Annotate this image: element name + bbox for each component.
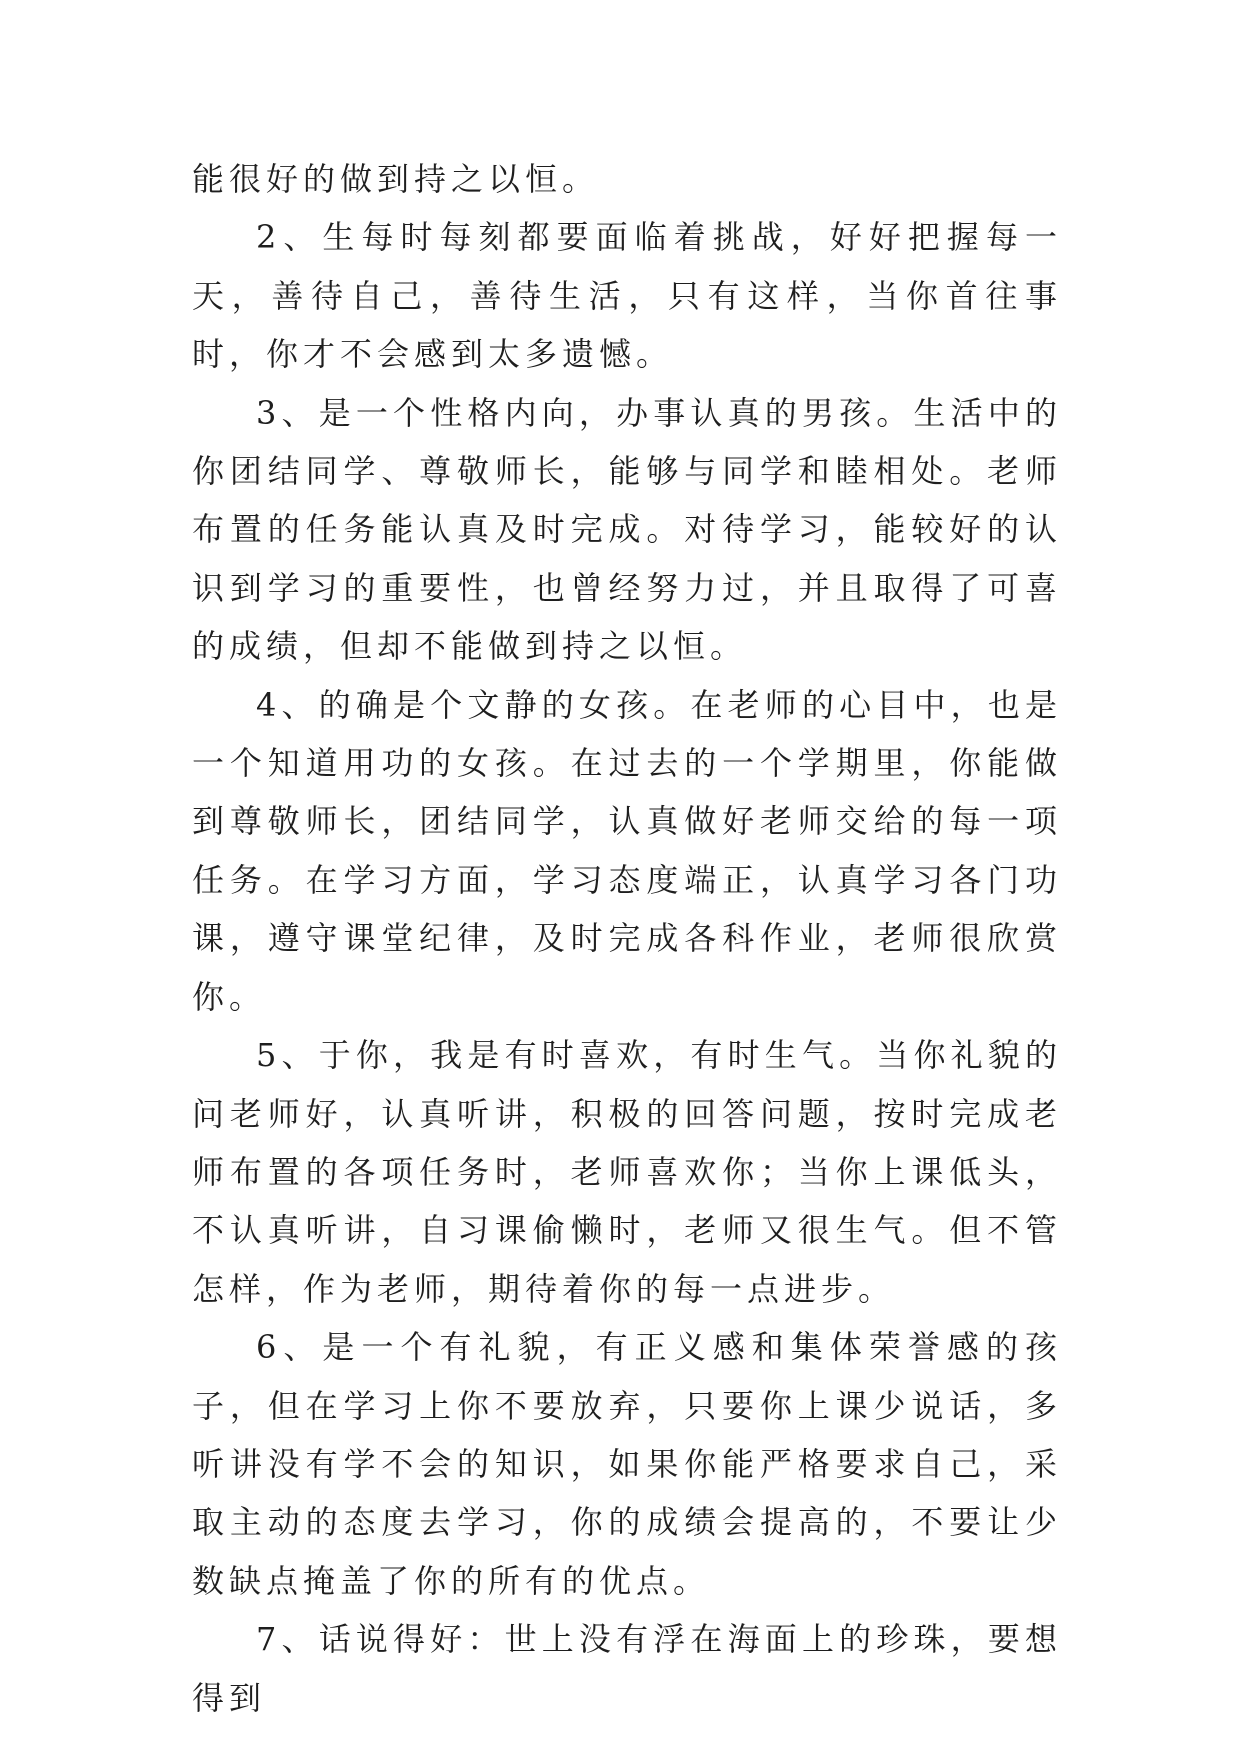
document-page: [192, 150, 1062, 1727]
paragraph-continuation: 能很好的做到持之以恒。: [192, 160, 600, 198]
paragraph-6: 6、是一个有礼貌，有正义感和集体荣誉感的孩子，但在学习上你不要放弃，只要你上课少说话，多听讲没有学不会的知识，如果你能严格要求自己，采取主动的态度去学习，你的成绩会提高的，不要让少数缺点掩盖了你的所有的优点。: [192, 1328, 1062, 1600]
paragraph-5: 5、于你，我是有时喜欢，有时生气。当你礼貌的问老师好，认真听讲，积极的回答问题，按时完成老师布置的各项任务时，老师喜欢你；当你上课低头，不认真听讲，自习课偷懒时，老师又很生气。但不管怎样，作为老师，期待着你的每一点进步。: [192, 1036, 1062, 1308]
paragraph-3: 3、是一个性格内向，办事认真的男孩。生活中的你团结同学、尊敬师长，能够与同学和睦相处。老师布置的任务能认真及时完成。对待学习，能较好的认识到学习的重要性，也曾经努力过，并且取得了可喜的成绩，但却不能做到持之以恒。: [192, 393, 1062, 666]
paragraph-2: 2、生每时每刻都要面临着挑战，好好把握每一天，善待自己，善待生活，只有这样，当你首往事时，你才不会感到太多遗憾。: [192, 218, 1062, 374]
paragraph-7: 7、话说得好：世上没有浮在海面上的珍珠，要想得到: [192, 1620, 1062, 1717]
paragraph-4: 4、的确是个文静的女孩。在老师的心目中，也是一个知道用功的女孩。在过去的一个学期里，你能做到尊敬师长，团结同学，认真做好老师交给的每一项任务。在学习方面，学习态度端正，认真学习各门功课，遵守课堂纪律，及时完成各科作业，老师很欣赏你。: [192, 685, 1062, 1016]
